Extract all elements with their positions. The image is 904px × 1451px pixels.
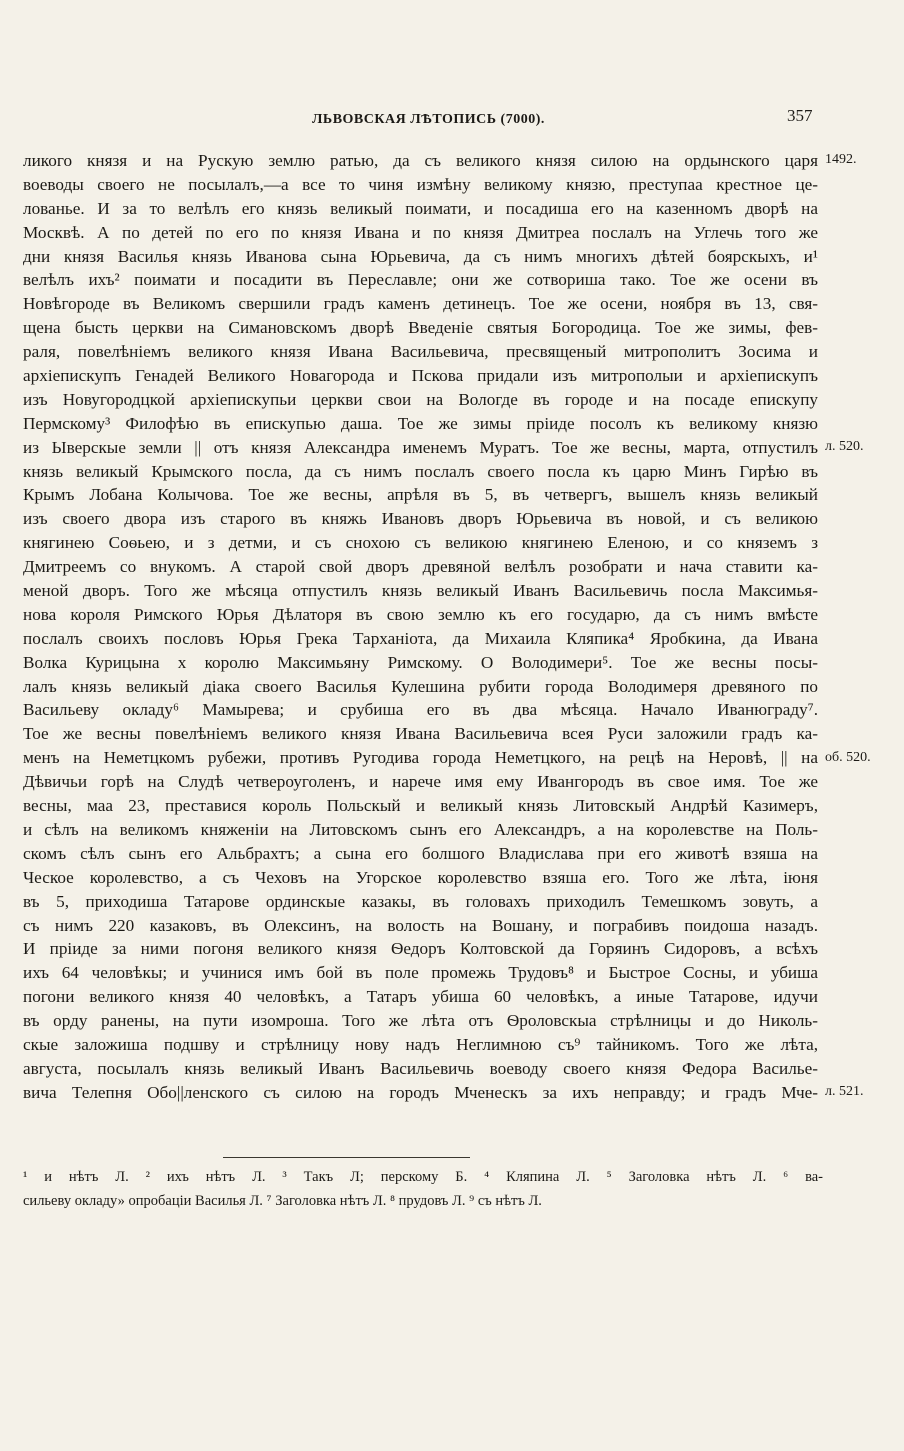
text-line: раля, повелѣніемъ великого князя Ивана Васильевича, пресвященый митрополитъ Зосима и (23, 342, 818, 362)
page-number: 357 (787, 106, 813, 125)
text-line: князь великый Крымского посла, да съ нимъ послалъ своего посла къ царю Минъ Гирѣю въ (23, 461, 818, 481)
text-line: Васильеву окладу⁶ Мамырева; и срубиша его въ два мѣсяца. Начало Иванюграду⁷. (23, 700, 818, 720)
page-header (0, 106, 904, 138)
text-line: въ 5, приходиша Татарове ординскые казакы, въ головахъ приходилъ Темешкомъ зовуть, а (23, 891, 818, 911)
text-line: менъ на Неметцкомъ рубежи, противъ Ругодива города Неметцкого, на рецѣ на Неровѣ, || на (23, 748, 818, 768)
footnote-line: сильеву окладу» опробаціи Василья Л. ⁷ Заголовка нѣтъ Л. ⁸ прудовъ Л. ⁹ съ нѣтъ Л. (23, 1193, 542, 1209)
text-line: весны, маа 23, преставися король Польскый и великый князь Литовскый Андрѣй Казимеръ, (23, 796, 818, 816)
running-title: ЛЬВОВСКАЯ ЛѢТОПИСЬ (7000). (312, 112, 545, 127)
text-line: вича Телепня Обо||ленского съ силою на городъ Мченескъ за ихъ неправду; и градъ Мче- (23, 1082, 818, 1102)
text-line: Москвѣ. А по детей по его по князя Ивана и по князя Дмитреа послалъ на Углечь того же (23, 222, 818, 242)
footnotes (23, 1166, 823, 1214)
text-line: ликого князя и на Рускую землю ратью, да съ великого князя силою на ордынского царя (23, 151, 818, 170)
text-line: Ческое королевство, а съ Чеховъ на Угорское королевство взяша его. Того же лѣта, іюня (23, 867, 818, 887)
text-line: из Ыверскые земли || отъ князя Александра именемъ Муратъ. Тое же весны, марта, отпустилъ (23, 437, 818, 457)
text-line: нова короля Римского Юрья Дѣлаторя въ свою землю къ его государю, да съ нимъ вмѣсте (23, 604, 818, 624)
text-line: Пермскому³ Филофѣю въ епискупью даша. Тое же зимы пріиде посолъ къ великому князю (23, 413, 818, 433)
margin-note: л. 520. (825, 438, 864, 454)
text-line: скомъ сѣлъ сынъ его Альбрахтъ; а сына его болшого Владислава при его животѣ взяша на (23, 843, 818, 863)
text-line: архіепискупъ Генадей Великого Новагорода и Пскова придали изъ митрополыи и архіепискупъ (23, 366, 818, 386)
text-line: лованье. И за то велѣлъ его князь великый поимати, и посадиша его на казенномъ дворѣ на (23, 198, 818, 218)
chronicle-text (23, 149, 818, 1105)
text-line: погони великого князя 40 человѣкъ, а Татаръ убиша 60 человѣкъ, а иные Татарове, идучи (23, 987, 818, 1007)
text-line: лалъ князь великый діака своего Василья Кулешина рубити города Володимеря древяного по (23, 676, 818, 696)
text-line: Крымъ Лобана Колычова. Тое же весны, апрѣля въ 5, въ четвергъ, вышелъ князь великый (23, 485, 818, 505)
footnote-divider (223, 1157, 470, 1158)
text-line: и сѣлъ на великомъ княженіи на Литовскомъ сынъ его Александръ, а на королевстве на Поль- (23, 819, 818, 839)
text-line: дни князя Василья князь Иванова сына Юрьевича, да съ нимъ многихъ дѣтей боярскыхъ, и¹ (23, 246, 818, 266)
text-line: съ нимъ 220 казаковъ, въ Олексинъ, на волость на Вошану, и пограбивъ поидоша назадъ. (23, 915, 818, 935)
text-line: въ орду ранены, на пути изомроша. Того же лѣта отъ Ѳроловскыа стрѣлницы и до Николь- (23, 1011, 818, 1031)
text-line: И пріиде за ними погоня великого князя Ѳедоръ Колтовской да Горяинъ Сидоровъ, а всѣхъ (23, 939, 818, 959)
text-line: воеводы своего не посылалъ,—а все то чиня измѣну великому князю, преступаа крестное це- (23, 174, 818, 194)
text-line: Волка Курицына х королю Максимьяну Римскому. О Володимери⁵. Тое же весны посы- (23, 652, 818, 672)
text-line: Новѣгороде въ Великомъ свершили градъ каменъ детинецъ. Тое же осени, ноября въ 13, свя- (23, 294, 818, 314)
text-line: изъ Новугородцкой архіепискупьи церкви свои на Вологде въ городе и на посаде епискупу (23, 389, 818, 409)
text-line: Дѣвичьи горѣ на Слудѣ четвероуголенъ, и нарече имя ему Ивангородъ въ свое имя. Тое же (23, 772, 818, 792)
text-line: скые заложиша подшву и стрѣлницу нову надъ Неглимною съ⁹ тайникомъ. Того же лѣта, (23, 1034, 818, 1054)
text-line: щена бысть церкви на Симановскомъ дворѣ Введеніе святыя Богородица. Тое же зимы, фев- (23, 318, 818, 338)
text-line: велѣлъ ихъ² поимати и посадити въ Переславле; они же сотвориша тако. Тое же осени въ (23, 270, 818, 290)
text-line: ихъ 64 человѣкы; и учинися имъ бой въ поле промежь Трудовъ⁸ и Быстрое Сосны, и убиша (23, 963, 818, 983)
text-line: меной дворъ. Того же мѣсяца отпустилъ князь великый Иванъ Васильевичь посла Максимья- (23, 581, 818, 601)
margin-note: 1492. (825, 152, 857, 167)
margin-note: об. 520. (825, 749, 871, 765)
text-line: послалъ своихъ пословъ Юрья Грека Тарханіота, да Михаила Кляпика⁴ Яробкина, да Ивана (23, 628, 818, 648)
text-line: Дмитреемъ со внукомъ. А старой свой дворъ древяной велѣлъ розобрати и нача ставити ка- (23, 557, 818, 577)
text-line: княгинею Соѳьею, и з детми, и съ снохою съ великою княгинею Еленою, и со княземъ з (23, 533, 818, 553)
text-line: изъ своего двора изъ старого въ княжь Ивановъ дворъ Юрьевича въ новой, и съ великою (23, 509, 818, 529)
footnote-line: ¹ и нѣтъ Л. ² ихъ нѣтъ Л. ³ Такъ Л; перскому Б. ⁴ Кляпина Л. ⁵ Заголовка нѣтъ Л. ⁶ ва- (23, 1169, 823, 1185)
margin-note: л. 521. (825, 1084, 864, 1100)
text-line: августа, посылалъ князь великый Иванъ Васильевичь воеводу своего князя Федора Василье- (23, 1058, 818, 1078)
text-line: Тое же весны повелѣніемъ великого князя Ивана Васильевича всея Руси заложили градъ ка- (23, 724, 818, 744)
